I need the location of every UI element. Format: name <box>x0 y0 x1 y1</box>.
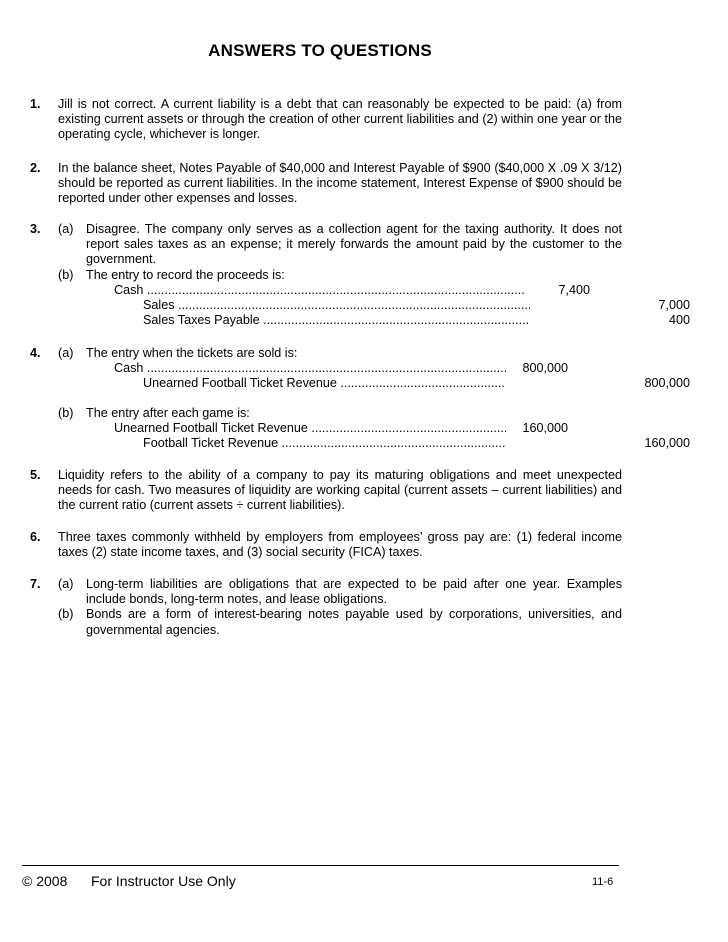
part-text: The entry after each game is: <box>86 405 250 420</box>
part-text: Bonds are a form of interest-bearing notes payable used by corporations, universities, and governmental agencies. <box>86 607 622 637</box>
answer-text: Three taxes commonly withheld by employers from employees’ gross pay are: (1) federal income taxes (2) state income taxes, and (3) social security (FICA) taxes. <box>58 530 622 560</box>
part-label: (b) <box>58 607 74 622</box>
debit-amount: 800,000 <box>522 361 568 376</box>
credit-account: Football Ticket Revenue ..... <box>143 436 506 451</box>
answer-6 <box>30 530 622 560</box>
answer-5 <box>30 468 622 514</box>
copyright: © 2008 <box>22 873 68 889</box>
answer-number: 4. <box>30 346 41 360</box>
answer-number: 1. <box>30 97 41 111</box>
journal-entry-line <box>58 361 622 376</box>
part-text: Long-term liabilities are obligations that are expected to be paid after one year. Examples include bonds, long-term notes, and lease obligations. <box>86 577 622 607</box>
answer-text: In the balance sheet, Notes Payable of $40,000 and Interest Payable of $900 ($40,000 X .09 X 3/12) should be reported as current liabilities. In the income statement, Interest Expense of $900 should be reported under other expenses and losses. <box>58 161 622 206</box>
answer-number: 3. <box>30 222 41 236</box>
credit-amount: 7,000 <box>658 298 690 312</box>
part-b <box>58 406 622 421</box>
debit-account: Cash ..... <box>114 283 526 298</box>
part-label: (a) <box>58 222 74 236</box>
answer-number: 6. <box>30 530 41 544</box>
part-b <box>58 607 622 637</box>
credit-amount: 400 <box>668 313 690 328</box>
part-label: (b) <box>58 405 74 420</box>
credit-account: Unearned Football Ticket Revenue ..... <box>143 376 506 391</box>
debit-amount: 160,000 <box>522 420 568 435</box>
answer-4 <box>30 346 690 451</box>
journal-entry-line <box>58 435 690 451</box>
part-text: The entry to record the proceeds is: <box>86 267 285 282</box>
answer-number: 7. <box>30 577 41 591</box>
answer-3 <box>30 222 690 328</box>
footer-divider <box>22 865 619 866</box>
part-b <box>58 268 622 283</box>
credit-amount: 160,000 <box>644 435 690 450</box>
answer-number: 5. <box>30 468 41 482</box>
answer-text: Liquidity refers to the ability of a company to pay its maturing obligations and meet unexpected needs for cash. Two measures of liquidity are working capital (current assets – current liabilities) and the current ratio (current assets ÷ current liabilities). <box>58 468 622 513</box>
journal-entry-line <box>58 283 622 298</box>
part-label: (a) <box>58 577 74 591</box>
answer-text: Jill is not correct. A current liability is a debt that can reasonably be expected to be paid: (a) from existing current assets or through the creation of other current liabilities and (2) within one year or the operating cycle, whichever is longer. <box>58 97 622 142</box>
part-text: Disagree. The company only serves as a collection agent for the taxing authority. It does not report sales taxes as an expense; it merely forwards the amount paid by the customer to the government. <box>86 222 622 267</box>
answer-number: 2. <box>30 161 41 175</box>
instructor-note: For Instructor Use Only <box>91 873 236 889</box>
debit-account: Unearned Football Ticket Revenue ..... <box>114 421 506 436</box>
answer-2 <box>30 161 622 207</box>
journal-entry-line <box>58 298 690 313</box>
answer-7 <box>30 577 622 638</box>
credit-account: Sales Taxes Payable ..... <box>143 313 530 328</box>
debit-amount: 7,400 <box>558 282 590 297</box>
page-title: ANSWERS TO QUESTIONS <box>208 41 432 60</box>
answer-1 <box>30 97 622 143</box>
journal-entry-line <box>58 376 690 391</box>
debit-account: Cash ..... <box>114 361 506 376</box>
part-a <box>58 346 622 361</box>
journal-entry-line <box>58 313 690 328</box>
credit-account: Sales ..... <box>143 298 530 313</box>
part-label: (a) <box>58 346 74 360</box>
credit-amount: 800,000 <box>644 376 690 391</box>
part-text: The entry when the tickets are sold is: <box>86 346 298 360</box>
part-a <box>58 222 622 268</box>
part-a <box>58 577 622 607</box>
page-number: 11-6 <box>592 876 614 888</box>
journal-entry-line <box>58 421 622 436</box>
part-label: (b) <box>58 267 74 282</box>
